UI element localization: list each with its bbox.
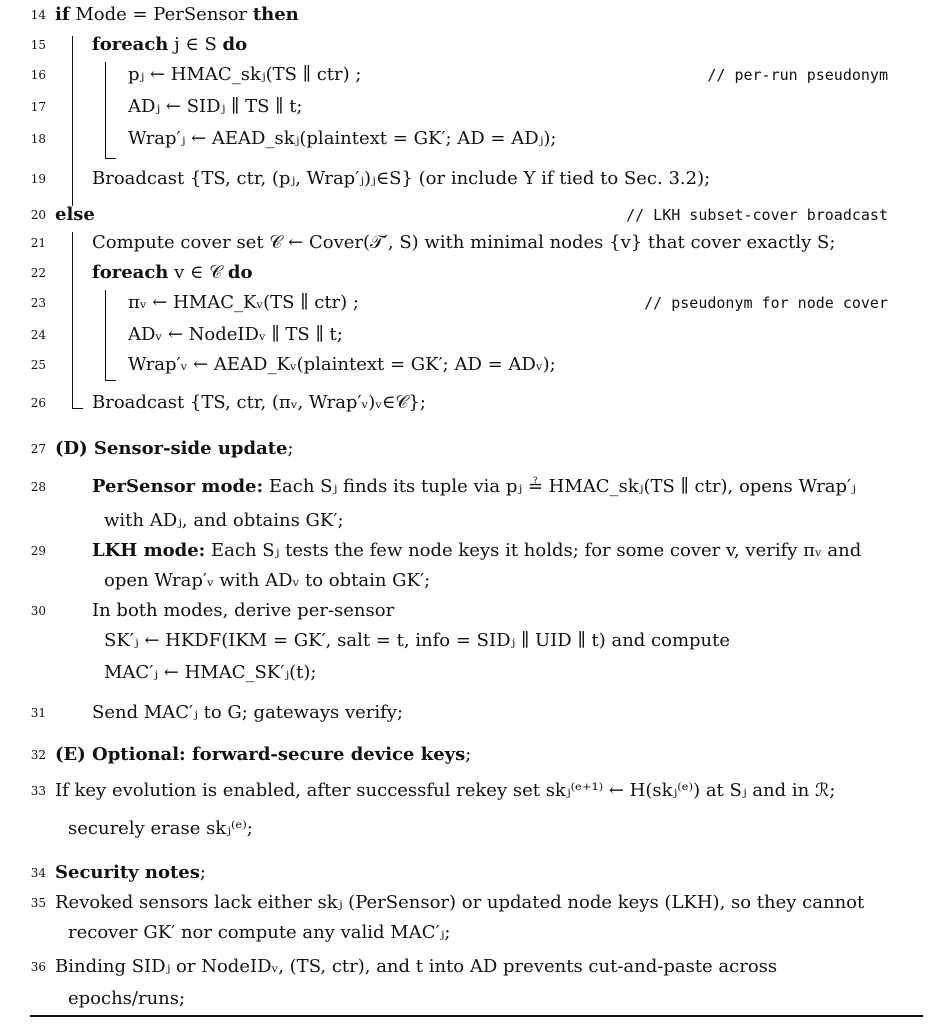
line-code: PerSensor mode: Each Sⱼ finds its tuple via pⱼ ≟ HMAC_skⱼ(TS ∥ ctr), opens Wrap′ⱼ	[92, 476, 856, 497]
line-code: If key evolution is enabled, after successful rekey set skⱼ⁽ᵉ⁺¹⁾ ← H(skⱼ⁽ᵉ⁾) at Sⱼ and in ℛ;	[55, 780, 836, 801]
line-code: Revoked sensors lack either skⱼ (PerSensor) or updated node keys (LKH), so they cannot	[55, 892, 865, 913]
line-number: 27	[30, 442, 46, 456]
line-number: 15	[30, 38, 46, 52]
line-code: else	[55, 204, 95, 225]
line-number: 21	[30, 236, 46, 250]
line-number: 23	[30, 296, 46, 310]
line-code: recover GK′ nor compute any valid MAC′ⱼ;	[68, 922, 451, 943]
line-code: epochs/runs;	[68, 988, 186, 1009]
line-code: open Wrap′ᵥ with ADᵥ to obtain GK′;	[104, 570, 431, 591]
line-number: 33	[30, 784, 46, 798]
line-code: with ADⱼ, and obtains GK′;	[104, 510, 344, 531]
line-code: In both modes, derive per-sensor	[92, 600, 395, 621]
line-code: MAC′ⱼ ← HMAC_SK′ⱼ(t);	[104, 662, 317, 683]
line-number: 25	[30, 358, 46, 372]
line-comment: // per-run pseudonym	[707, 66, 888, 84]
line-code: SK′ⱼ ← HKDF(IKM = GK′, salt = t, info = SIDⱼ ∥ UID ∥ t) and compute	[104, 630, 731, 651]
line-code: foreach v ∈ 𝒞 do	[92, 262, 253, 283]
line-code: Send MAC′ⱼ to G; gateways verify;	[92, 702, 404, 723]
line-code: foreach j ∈ S do	[92, 34, 248, 55]
line-number: 28	[30, 480, 46, 494]
line-number: 26	[30, 396, 46, 410]
line-code: Wrap′ⱼ ← AEAD_skⱼ(plaintext = GK′; AD = ADⱼ);	[128, 128, 557, 149]
line-number: 35	[30, 896, 46, 910]
line-code: πᵥ ← HMAC_Kᵥ(TS ∥ ctr) ;	[128, 292, 359, 313]
line-number: 17	[30, 100, 46, 114]
line-code: (D) Sensor-side update;	[55, 438, 294, 459]
line-number: 36	[30, 960, 46, 974]
line-code: securely erase skⱼ⁽ᵉ⁾;	[68, 818, 253, 839]
line-code: (E) Optional: forward-secure device keys;	[55, 744, 472, 765]
line-number: 34	[30, 866, 46, 880]
line-code: if Mode = PerSensor then	[55, 4, 299, 25]
line-code: Security notes;	[55, 862, 206, 883]
line-number: 22	[30, 266, 46, 280]
line-code: Compute cover set 𝒞 ← Cover(𝒯′, S) with minimal nodes {v} that cover exactly S;	[92, 232, 836, 253]
line-comment: // pseudonym for node cover	[644, 294, 888, 312]
line-code: Wrap′ᵥ ← AEAD_Kᵥ(plaintext = GK′; AD = ADᵥ);	[128, 354, 556, 375]
bottom-rule	[30, 1015, 923, 1017]
line-code: Broadcast {TS, ctr, (pⱼ, Wrap′ⱼ)ⱼ∈S} (or include Y if tied to Sec. 3.2);	[92, 168, 711, 189]
line-number: 18	[30, 132, 46, 146]
line-number: 14	[30, 8, 46, 22]
line-number: 16	[30, 68, 46, 82]
line-code: Binding SIDⱼ or NodeIDᵥ, (TS, ctr), and t into AD prevents cut-and-paste across	[55, 956, 778, 977]
line-code: Broadcast {TS, ctr, (πᵥ, Wrap′ᵥ)ᵥ∈𝒞};	[92, 392, 426, 413]
line-number: 30	[30, 604, 46, 618]
line-code: ADⱼ ← SIDⱼ ∥ TS ∥ t;	[128, 96, 303, 117]
line-number: 32	[30, 748, 46, 762]
line-number: 19	[30, 172, 46, 186]
line-comment: // LKH subset-cover broadcast	[626, 206, 888, 224]
line-number: 31	[30, 706, 46, 720]
line-number: 20	[30, 208, 46, 222]
line-number: 24	[30, 328, 46, 342]
line-code: LKH mode: Each Sⱼ tests the few node keys it holds; for some cover v, verify πᵥ and	[92, 540, 862, 561]
line-number: 29	[30, 544, 46, 558]
line-code: pⱼ ← HMAC_skⱼ(TS ∥ ctr) ;	[128, 64, 362, 85]
line-code: ADᵥ ← NodeIDᵥ ∥ TS ∥ t;	[128, 324, 343, 345]
